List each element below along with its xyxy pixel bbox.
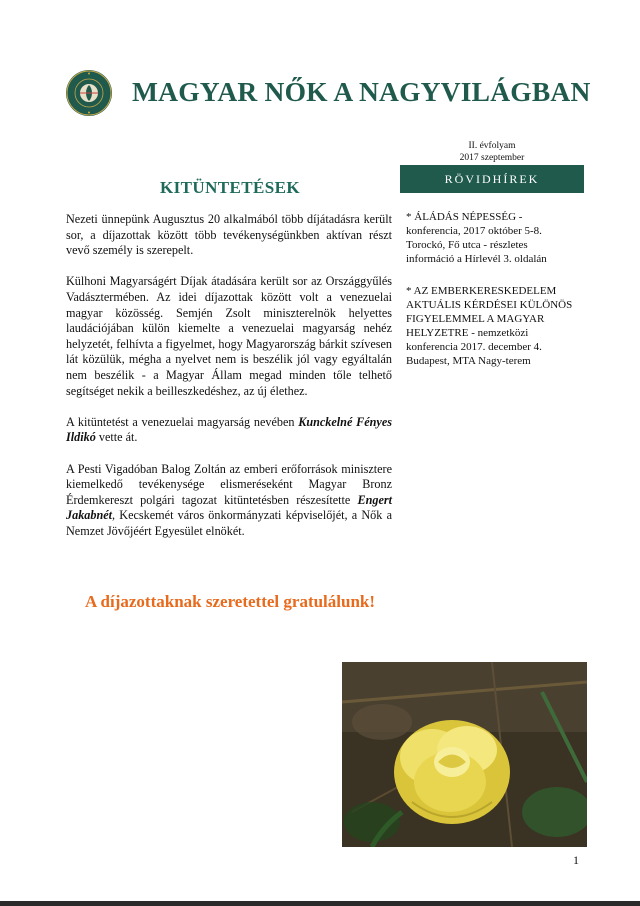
paragraph-text: vette át.: [95, 430, 138, 445]
rose-photo: [342, 662, 587, 847]
page-number: 1: [573, 853, 579, 867]
article-paragraph: Nezeti ünnepünk Augusztus 20 alkalmából több díjátadásra került sor, a díjazottak között több tevékenységünkben aktívan részt vevő személy is szerepelt.: [66, 212, 392, 258]
paragraph-text: , Kecskemét város önkormányzati képviselőjét, a Nők a Nemzet Jövőjéért Egyesület elnökét.: [66, 508, 392, 538]
paragraph-text: A kitüntetést a venezuelai magyarság nevében: [66, 414, 299, 429]
article-title: KITÜNTETÉSEK: [160, 178, 300, 197]
issue-date: 2017 szeptember: [459, 153, 525, 163]
paragraph-text: A Pesti Vigadóban Balog Zoltán az emberi erőforrások minisztere kiemelkedő tevékenysége elismeréseként Magyar Bronz Érdemkereszt polgári tagozat kitüntetésben részesítette: [66, 461, 392, 507]
congratulation-text: A díjazottaknak szeretettel gratulálunk!: [84, 592, 376, 611]
awardee-name: Kunckelné Fényes Ildikó: [66, 414, 392, 445]
news-item: * AZ EMBERKERESKEDELEM AKTUÁLIS KÉRDÉSEI KÜLÖNÖS FIGYELEMMEL A MAGYAR HELYZETRE - nemzetközi konferencia 2017. december 4. Budapest, MTA Nagy-terem: [406, 285, 573, 367]
article-paragraph: [66, 462, 392, 540]
sidebar-heading: RÖVIDHÍREK: [400, 165, 584, 193]
article-paragraph: [66, 415, 392, 446]
footer-rule: [0, 901, 640, 906]
newsletter-title: MAGYAR NŐK A NAGYVILÁGBAN: [132, 76, 591, 107]
awardee-name: Engert Jakabnét: [66, 492, 392, 523]
article-body: [66, 212, 392, 555]
organization-seal-icon: [66, 70, 112, 116]
article-paragraph: Külhoni Magyarságért Díjak átadására került sor az Országgyűlés Vadásztermében. Az idei díjazottak között volt a venezuelai magyar közösség. Semjén Zsolt miniszterelnök helyettes laudációjában külön kiemelte a venezuelai magyarság nehéz helyzetét, felhívta a figyelmet, hogy Magyarország bárkit szívesen lát közülük, mégha a nyelvet nem is beszélik jól vagy egyáltalán nem beszélik - a Magyar Állam megad minden tőle telhető segítséget nekik a beilleszkedéshez, az új élethez.: [66, 274, 392, 398]
issue-info: [400, 140, 584, 164]
news-item: * ÁLÁDÁS NÉPESSÉG - konferencia, 2017 október 5-8. Torockó, Fő utca - részletes információ a Hírlevél 3. oldalán: [406, 211, 547, 265]
issue-volume: II. évfolyam: [468, 141, 516, 151]
